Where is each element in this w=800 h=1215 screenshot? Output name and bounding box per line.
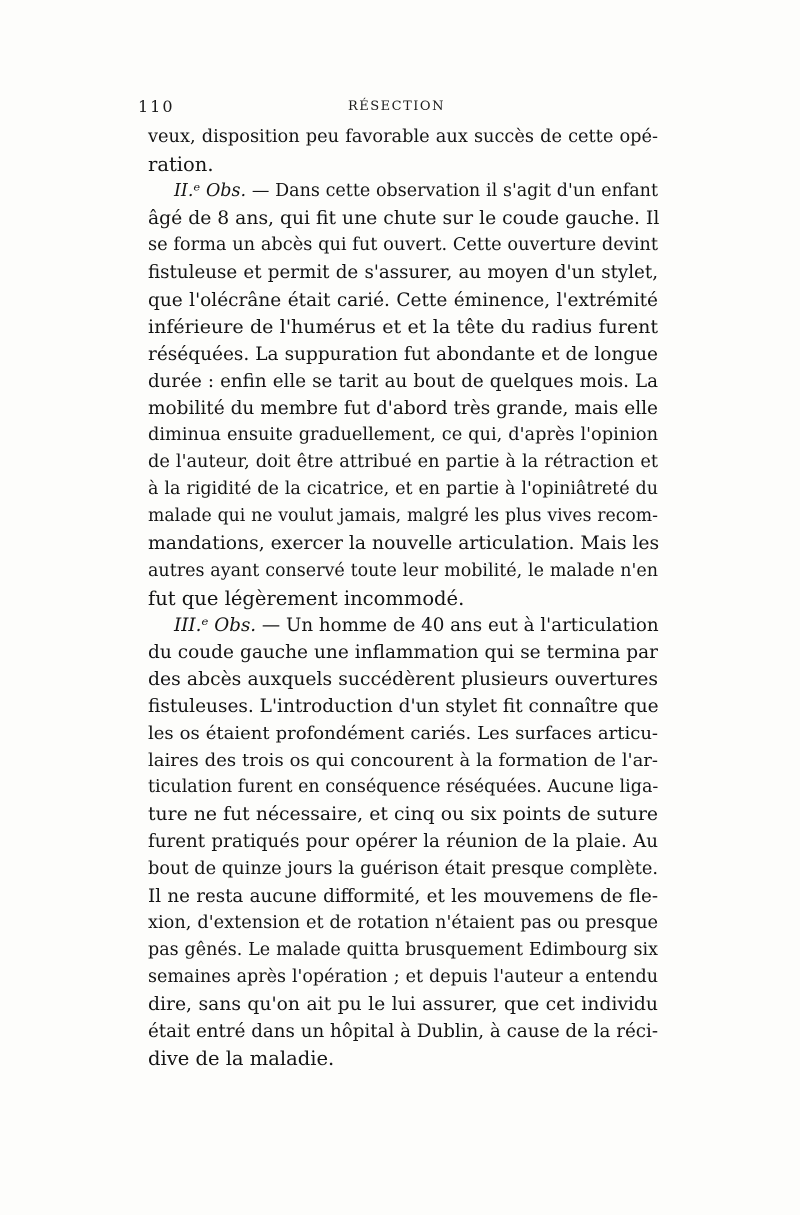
running-head: RÉSECTION <box>348 99 445 114</box>
text-line: malade qui ne voulut jamais, malgré les plus vives recom- <box>148 506 658 527</box>
body-text <box>148 124 658 1072</box>
text-line: les os étaient profondément cariés. Les surfaces articu- <box>148 723 658 745</box>
observation-label: III.ᵉ Obs. <box>174 614 257 636</box>
line-text: — Un homme de 40 ans eut à l'articulation <box>261 614 659 636</box>
text-line: autres ayant conservé toute leur mobilité, le malade n'en <box>148 560 658 581</box>
text-line: dire, sans qu'on ait pu le lui assurer, que cet individu <box>148 994 658 1015</box>
text-line: fut que légèrement incommodé. <box>148 586 465 610</box>
text-line: mandations, exercer la nouvelle articulation. Mais les <box>148 533 660 555</box>
page-header <box>136 97 666 121</box>
text-line: âgé de 8 ans, qui fit une chute sur le coude gauche. Il <box>148 208 660 230</box>
text-line: ture ne fut nécessaire, et cinq ou six points de suture <box>148 804 658 826</box>
text-line <box>148 178 658 205</box>
text-line: ration. <box>148 153 214 177</box>
text-line: fistuleuses. L'introduction d'un stylet fit connaître que <box>148 695 659 717</box>
text-line <box>148 612 658 639</box>
text-line: se forma un abcès qui fut ouvert. Cette ouverture devint <box>148 235 658 256</box>
text-line: de l'auteur, doit être attribué en partie à la rétraction et <box>148 452 658 473</box>
text-line: bout de quinze jours la guérison était presque complète. <box>148 858 658 879</box>
text-line: laires des trois os qui concourent à la formation de l'ar- <box>148 750 658 772</box>
text-line: dive de la maladie. <box>148 1047 335 1071</box>
text-line: des abcès auxquels succédèrent plusieurs ouvertures <box>148 668 658 690</box>
observation-label: II.ᵉ Obs. <box>174 181 247 202</box>
text-line: que l'olécrâne était carié. Cette éminence, l'extrémité <box>148 289 658 311</box>
text-line: fistuleuse et permit de s'assurer, au moyen d'un stylet, <box>148 262 658 284</box>
text-line: mobilité du membre fut d'abord très grande, mais elle <box>148 397 658 419</box>
text-line: ticulation furent en conséquence réséquées. Aucune liga- <box>148 777 659 798</box>
text-line: semaines après l'opération ; et depuis l'auteur a entendu <box>148 966 658 987</box>
text-line: durée : enfin elle se tarit au bout de quelques mois. La <box>148 370 658 392</box>
text-line: diminua ensuite graduellement, ce qui, d'après l'opinion <box>148 425 658 446</box>
text-line: xion, d'extension et de rotation n'étaient pas ou presque <box>148 912 658 933</box>
text-line: veux, disposition peu favorable aux succès de cette opé- <box>148 127 658 147</box>
text-line: pas gênés. Le malade quitta brusquement Edimbourg six <box>148 939 658 960</box>
text-line: à la rigidité de la cicatrice, et en partie à l'opiniâtreté du <box>148 479 658 500</box>
line-text: — Dans cette observation il s'agit d'un enfant <box>251 181 658 202</box>
text-line: réséquées. La suppuration fut abondante et de longue <box>148 343 658 365</box>
text-line: furent pratiqués pour opérer la réunion de la plaie. Au <box>148 831 658 853</box>
page-number: 110 <box>138 97 175 116</box>
text-line: inférieure de l'humérus et et la tête du radius furent <box>148 315 658 338</box>
text-line: du coude gauche une inflammation qui se termina par <box>148 641 658 663</box>
text-line: était entré dans un hôpital à Dublin, à cause de la réci- <box>148 1021 658 1043</box>
text-line: Il ne resta aucune difformité, et les mouvemens de fle- <box>148 885 658 907</box>
